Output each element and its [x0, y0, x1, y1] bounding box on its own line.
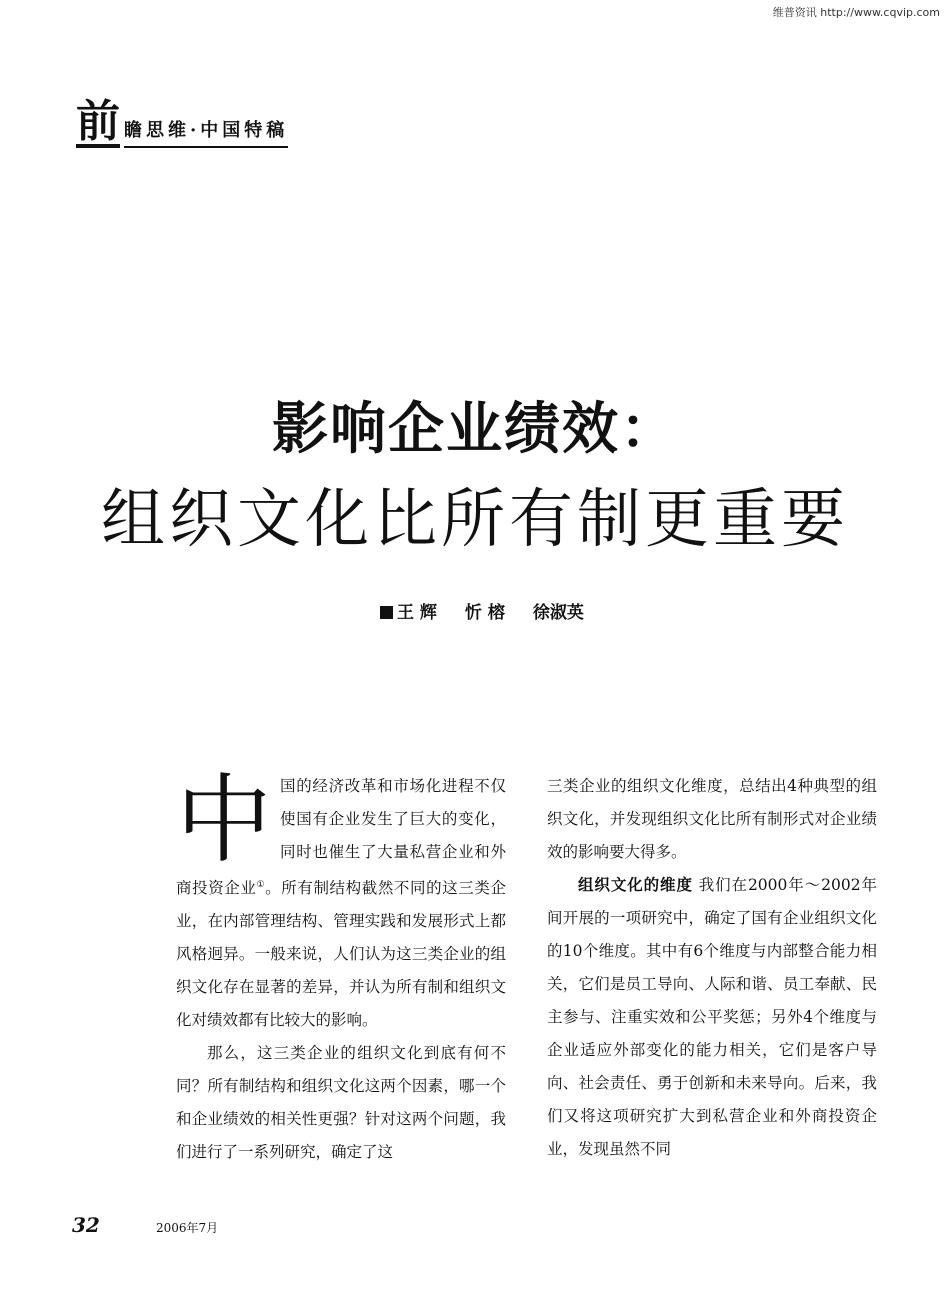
footnote-mark: ①: [256, 880, 266, 890]
text-column-right: [547, 770, 877, 1166]
column-tag: [76, 96, 289, 148]
watermark: 维普资讯 http://www.cqvip.com: [772, 6, 940, 19]
issue-date: 2006年7月: [156, 1221, 219, 1235]
article-title-line1: 影响企业绩效：: [272, 397, 678, 462]
page-number: 32: [72, 1213, 100, 1237]
column-tag-initial: 前: [76, 96, 120, 147]
paragraph-1: 中国的经济改革和市场化进程不仅使国有企业发生了巨大的变化，同时也催生了大量私营企业和外商投资企业①。所有制结构截然不同的这三类企业，在内部管理结构、管理实践和发展形式上都风格迥异。一般来说，人们认为这三类企业的组织文化存在显著的差异，并认为所有制和组织文化对绩效都有比较大的影响。: [176, 764, 506, 1030]
article-title-line2: 组织文化比所有制更重要: [101, 483, 849, 557]
author-list: [380, 598, 584, 623]
author-3: 徐淑英: [532, 603, 584, 623]
section-lead: 组织文化的维度: [578, 876, 693, 894]
paragraph-2: 那么，这三类企业的组织文化到底有何不同？所有制结构和组织文化这两个因素，哪一个和企业绩效的相关性更强？针对这两个问题，我们进行了一系列研究，确定了这: [176, 1044, 506, 1162]
text-column-left: [176, 764, 506, 1169]
author-2: 忻 榕: [464, 603, 505, 623]
square-bullet-icon: [380, 606, 393, 619]
author-1: 王 辉: [380, 598, 437, 623]
column-tag-text: 瞻思维·中国特稿: [124, 116, 288, 148]
drop-cap: 中: [176, 764, 272, 876]
paragraph-3: 三类企业的组织文化维度，总结出4种典型的组织文化，并发现组织文化比所有制形式对企业绩效的影响要大得多。: [547, 777, 877, 861]
paragraph-4: 组织文化的维度 我们在2000年～2002年间开展的一项研究中，确定了国有企业组织文化的10个维度。其中有6个维度与内部整合能力相关，它们是员工导向、人际和谐、员工奉献、民主参与、注重实效和公平奖惩；另外4个维度与企业适应外部变化的能力相关，它们是客户导向、社会责任、勇于创新和未来导向。后来，我们又将这项研究扩大到私营企业和外商投资企业，发现虽然不同: [547, 876, 877, 1158]
